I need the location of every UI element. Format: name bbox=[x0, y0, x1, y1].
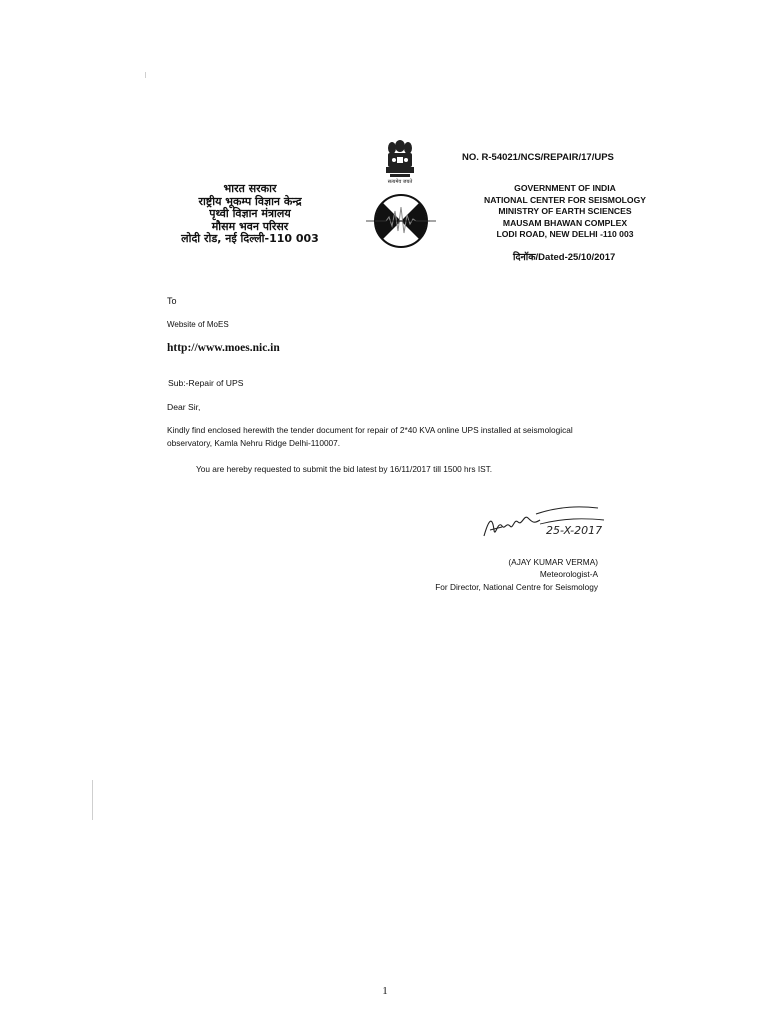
hindi-line: भारत सरकार bbox=[223, 182, 277, 195]
signature-block bbox=[410, 556, 598, 593]
signatory-name: (AJAY KUMAR VERMA) bbox=[508, 557, 598, 567]
body-paragraph: Kindly find enclosed herewith the tender document for repair of 2*40 KVA online UPS installed at seismological observatory, Kamla Nehru Ridge Delhi-110007. bbox=[167, 425, 573, 448]
hindi-line: मौसम भवन परिसर bbox=[211, 219, 289, 233]
hindi-address-block bbox=[160, 183, 340, 246]
letter-date: दिनॉक/Dated-25/10/2017 bbox=[513, 252, 616, 263]
english-line: NATIONAL CENTER FOR SEISMOLOGY bbox=[483, 194, 646, 205]
emblem-motto: सत्यमेव जयते bbox=[387, 179, 413, 185]
signature-date: 25-X-2017 bbox=[546, 524, 603, 537]
scan-artifact bbox=[145, 72, 146, 78]
hindi-line: लोदी रोड, नई दिल्ली-110 003 bbox=[181, 232, 319, 245]
national-emblem-icon bbox=[380, 137, 420, 185]
english-line: MAUSAM BHAWAN COMPLEX bbox=[502, 217, 628, 228]
hindi-line: पृथ्वी विज्ञान मंत्रालय bbox=[209, 207, 291, 220]
to-label: To bbox=[167, 296, 177, 306]
english-address-block bbox=[460, 183, 670, 241]
page-number: 1 bbox=[382, 985, 388, 997]
subject-line: Sub:-Repair of UPS bbox=[168, 378, 244, 388]
salutation: Dear Sir, bbox=[167, 402, 201, 412]
hindi-line: राष्ट्रीय भूकम्प विज्ञान केन्द्र bbox=[198, 194, 302, 208]
recipient: Website of MoES bbox=[167, 320, 229, 329]
english-line: MINISTRY OF EARTH SCIENCES bbox=[498, 206, 632, 217]
handwritten-signature bbox=[480, 500, 620, 550]
scan-artifact bbox=[92, 780, 93, 820]
request-paragraph: You are hereby requested to submit the bid latest by 16/11/2017 till 1500 hrs IST. bbox=[196, 464, 493, 474]
seismology-logo-icon bbox=[366, 193, 436, 249]
signatory-designation: Meteorologist-A bbox=[539, 569, 598, 580]
reference-number: NO. R-54021/NCS/REPAIR/17/UPS bbox=[462, 152, 614, 163]
english-line: LODI ROAD, NEW DELHI -110 003 bbox=[496, 229, 634, 240]
signatory-on-behalf: For Director, National Centre for Seismology bbox=[435, 581, 598, 592]
english-line: GOVERNMENT OF INDIA bbox=[514, 183, 616, 193]
website-url-link[interactable]: http://www.moes.nic.in bbox=[167, 342, 280, 354]
